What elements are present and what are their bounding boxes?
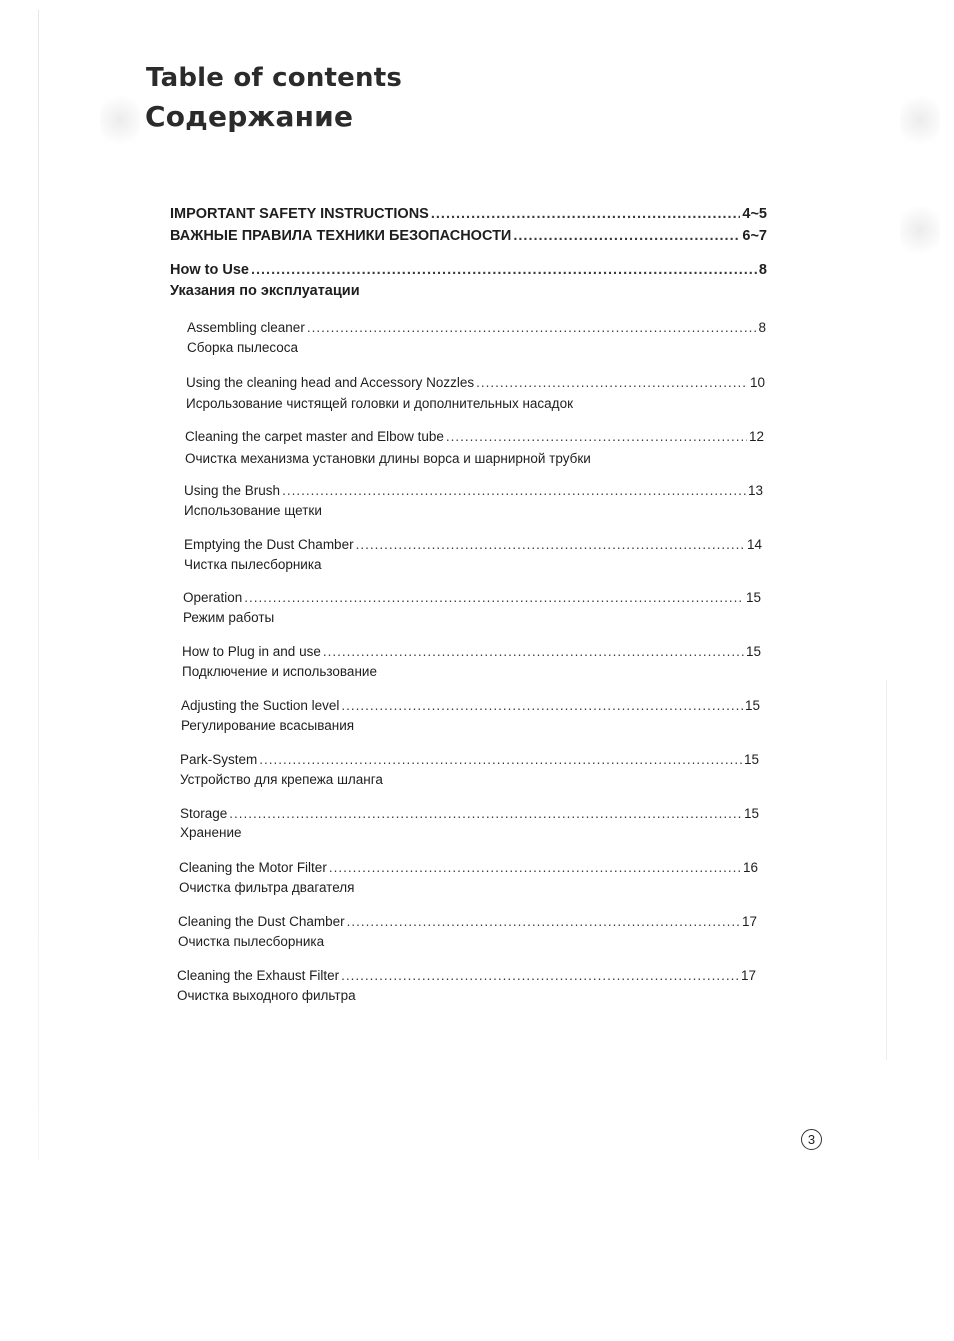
toc-dot-leader xyxy=(476,375,748,390)
title-english: Table of contents xyxy=(146,63,403,93)
toc-page-number: 17 xyxy=(740,968,756,983)
toc-entry-subtitle: Хранение xyxy=(180,825,242,840)
toc-page-number: 8 xyxy=(758,320,766,335)
toc-page-number: 15 xyxy=(745,644,761,659)
toc-entry-label: Using the cleaning head and Accessory Nozzles xyxy=(186,375,475,390)
toc-entry-operation[interactable] xyxy=(183,590,761,605)
toc-entry-subtitle: Чистка пылесборника xyxy=(184,557,322,572)
toc-entry-label: Adjusting the Suction level xyxy=(181,698,340,713)
toc-page-number: 15 xyxy=(745,590,761,605)
toc-entry-using-brush[interactable] xyxy=(184,483,763,498)
toc-entry-label: Cleaning the carpet master and Elbow tube xyxy=(185,429,444,444)
toc-entry-label: Cleaning the Motor Filter xyxy=(179,860,327,875)
toc-dot-leader xyxy=(431,206,741,222)
toc-entry-label: Operation xyxy=(183,590,243,605)
toc-dot-leader xyxy=(229,806,742,821)
toc-entry-motor-filter[interactable] xyxy=(179,860,758,875)
toc-dot-leader xyxy=(323,644,744,659)
toc-page-number: 15 xyxy=(743,752,759,767)
toc-entry-assembling[interactable] xyxy=(187,320,766,335)
toc-entry-label: IMPORTANT SAFETY INSTRUCTIONS xyxy=(170,206,429,222)
toc-page-number: 13 xyxy=(747,483,763,498)
toc-entry-label: Cleaning the Dust Chamber xyxy=(178,914,345,929)
toc-entry-label: How to Use xyxy=(170,262,249,278)
toc-entry-label: How to Plug in and use xyxy=(182,644,321,659)
toc-entry-safety-ru[interactable] xyxy=(170,228,767,244)
toc-entry-subtitle: Использование щетки xyxy=(184,503,322,518)
toc-entry-subtitle: Указания по эксплуатации xyxy=(170,283,360,299)
toc-entry-label: ВАЖНЫЕ ПРАВИЛА ТЕХНИКИ БЕЗОПАСНОСТИ xyxy=(170,228,512,244)
toc-page-number: 17 xyxy=(741,914,757,929)
page-edge-shadow xyxy=(38,10,39,1160)
toc-entry-subtitle: Очистка фильтра двагателя xyxy=(179,880,355,895)
toc-dot-leader xyxy=(244,590,744,605)
toc-dot-leader xyxy=(282,483,746,498)
toc-dot-leader xyxy=(513,228,740,244)
toc-dot-leader xyxy=(347,914,740,929)
toc-dot-leader xyxy=(341,698,743,713)
toc-dot-leader xyxy=(329,860,741,875)
toc-page-number: 16 xyxy=(742,860,758,875)
toc-page-number: 14 xyxy=(746,537,762,552)
toc-page-number: 8 xyxy=(758,262,767,278)
toc-entry-carpet-master[interactable] xyxy=(185,429,764,444)
toc-entry-storage[interactable] xyxy=(180,806,759,821)
toc-entry-cleaning-head[interactable] xyxy=(186,375,765,390)
toc-dot-leader xyxy=(341,968,739,983)
toc-entry-label: Park-System xyxy=(180,752,258,767)
toc-entry-subtitle: Устройство для крепежа шланга xyxy=(180,772,383,787)
toc-entry-exhaust-filter[interactable] xyxy=(177,968,756,983)
toc-entry-how-to-use[interactable] xyxy=(170,262,767,278)
toc-page-number: 6~7 xyxy=(742,228,767,244)
scan-noise xyxy=(900,200,940,260)
scan-noise xyxy=(900,90,940,150)
toc-entry-label: Using the Brush xyxy=(184,483,281,498)
toc-entry-subtitle: Сборка пылесоса xyxy=(187,340,299,355)
toc-entry-label: Cleaning the Exhaust Filter xyxy=(177,968,340,983)
toc-entry-subtitle: Исрользование чистящей головки и дополнительных насадок xyxy=(186,396,573,411)
toc-dot-leader xyxy=(307,320,757,335)
toc-entry-label: Storage xyxy=(180,806,228,821)
toc-entry-plug-in[interactable] xyxy=(182,644,761,659)
toc-entry-suction-level[interactable] xyxy=(181,698,760,713)
toc-entry-label: Emptying the Dust Chamber xyxy=(184,537,354,552)
scan-noise xyxy=(100,90,140,150)
toc-entry-emptying-dust[interactable] xyxy=(184,537,762,552)
toc-page-number: 10 xyxy=(749,375,765,390)
toc-entry-subtitle: Регулирование всасывания xyxy=(181,718,355,733)
toc-entry-park-system[interactable] xyxy=(180,752,759,767)
toc-entry-subtitle: Очистка механизма установки длины ворса и шарнирной трубки xyxy=(185,451,591,466)
toc-entry-safety-en[interactable] xyxy=(170,206,767,222)
toc-dot-leader xyxy=(446,429,747,444)
toc-dot-leader xyxy=(251,262,757,278)
page-edge-shadow-right xyxy=(886,680,887,1060)
page-number-badge: 3 xyxy=(801,1129,822,1150)
toc-entry-subtitle: Очистка выходного фильтра xyxy=(177,988,356,1003)
toc-page-number: 4~5 xyxy=(742,206,767,222)
toc-entry-subtitle: Подключение и использование xyxy=(182,664,377,679)
toc-entry-subtitle: Режим работы xyxy=(183,610,275,625)
title-russian: Содержание xyxy=(145,100,354,133)
toc-entry-label: Assembling cleaner xyxy=(187,320,305,335)
toc-page-number: 15 xyxy=(744,698,760,713)
toc-entry-subtitle: Очистка пылесборника xyxy=(178,934,325,949)
toc-entry-cleaning-dust[interactable] xyxy=(178,914,757,929)
toc-page-number: 12 xyxy=(748,429,764,444)
toc-dot-leader xyxy=(356,537,745,552)
toc-page-number: 15 xyxy=(743,806,759,821)
toc-dot-leader xyxy=(259,752,742,767)
